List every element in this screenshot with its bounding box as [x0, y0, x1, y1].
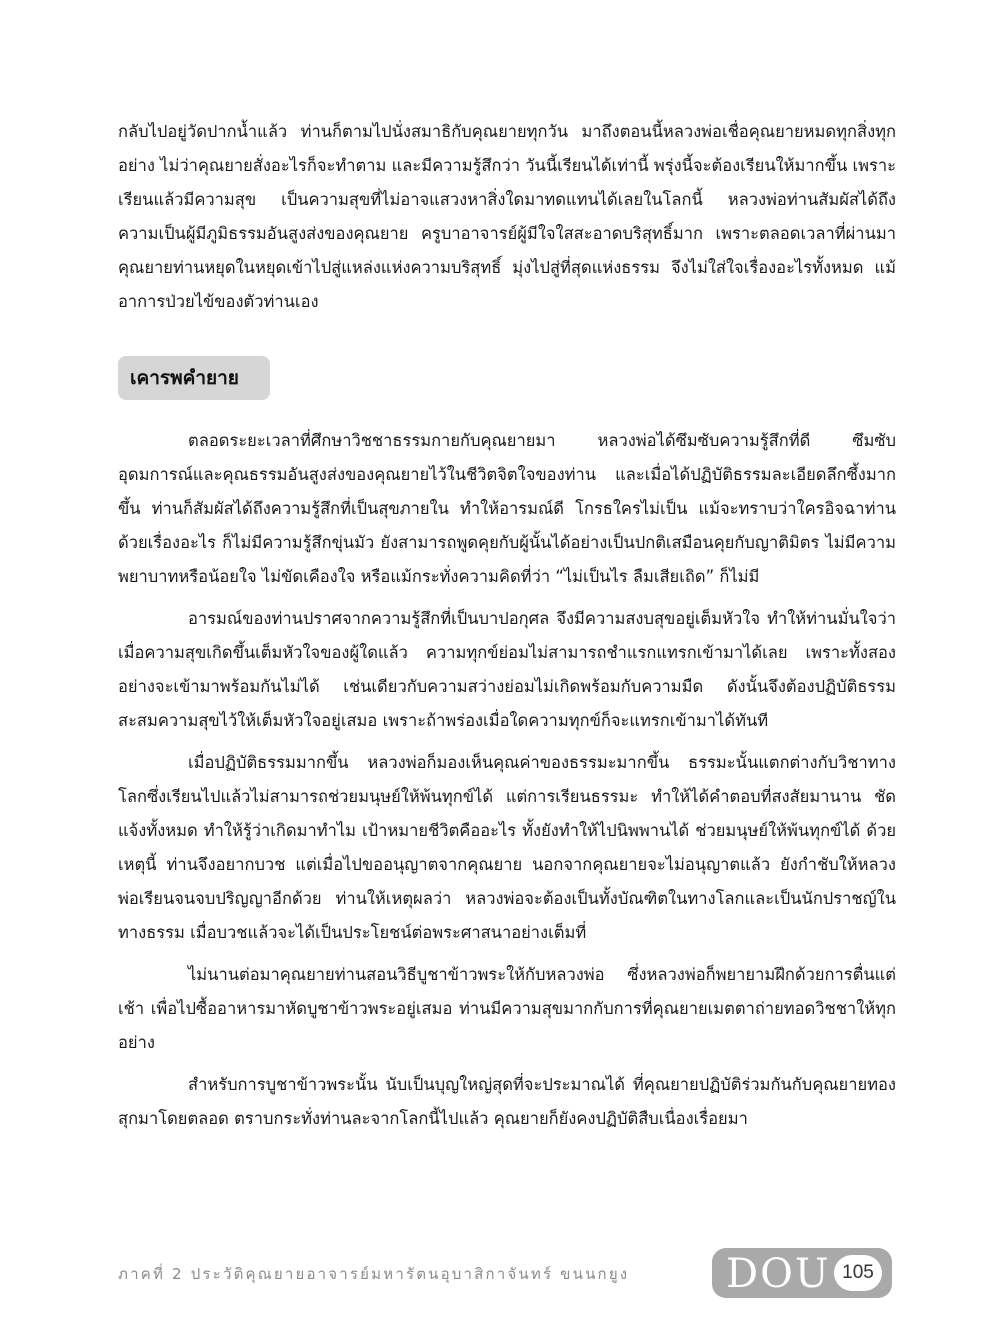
body-paragraph-4: ไม่นานต่อมาคุณยายท่านสอนวิธีบูชาข้าวพระให้กับหลวงพ่อ ซึ่งหลวงพ่อก็พยายามฝึกด้วยการตื่นแต่เช้า เพื่อไปซื้ออาหารมาหัดบูชาข้าวพระอยู่เสมอ ท่านมีความสุขมากกับการที่คุณยายเมตตาถ่ายทอดวิชชาให้ทุกอย่าง	[118, 965, 896, 1052]
page-number: 105	[834, 1255, 882, 1291]
footer-badge	[712, 1248, 892, 1298]
running-footer-title: ภาคที่ 2 ประวัติคุณยายอาจารย์มหารัตนอุบาสิกาจันทร์ ขนนกยูง	[118, 1265, 630, 1283]
dou-logo: DOU	[726, 1251, 831, 1297]
section-heading	[118, 356, 270, 400]
intro-text-block	[118, 115, 896, 319]
body-paragraph-5: สำหรับการบูชาข้าวพระนั้น นับเป็นบุญใหญ่สุดที่จะประมาณได้ ที่คุณยายปฏิบัติร่วมกันกับคุณยายทองสุกมาโดยตลอด ตราบกระทั่งท่านละจากโลกนี้ไปแล้ว คุณยายก็ยังคงปฏิบัติสืบเนื่องเรื่อยมา	[118, 1075, 896, 1128]
section-heading-label: เคารพคำยาย	[130, 367, 239, 389]
body-paragraph-1: ตลอดระยะเวลาที่ศึกษาวิชชาธรรมกายกับคุณยายมา หลวงพ่อได้ซึมซับความรู้สึกที่ดี ซึมซับอุดมการณ์และคุณธรรมอันสูงส่งของคุณยายไว้ในชีวิตจิตใจของท่าน และเมื่อได้ปฏิบัติธรรมละเอียดลึกซึ้งมากขึ้น ท่านก็สัมผัสได้ถึงความรู้สึกที่เป็นสุขภายใน ทำให้อารมณ์ดี โกรธใครไม่เป็น แม้จะทราบว่าใครอิจฉาท่านด้วยเรื่องอะไร ก็ไม่มีความรู้สึกขุ่นมัว ยังสามารถพูดคุยกับผู้นั้นได้อย่างเป็นปกติเสมือนคุยกับญาติมิตร ไม่มีความพยาบาทหรือน้อยใจ ไม่ขัดเคืองใจ หรือแม้กระทั่งความคิดที่ว่า “ไม่เป็นไร ลืมเสียเถิด” ก็ไม่มี	[118, 431, 896, 586]
body-paragraph-2: อารมณ์ของท่านปราศจากความรู้สึกที่เป็นบาปอกุศล จึงมีความสงบสุขอยู่เต็มหัวใจ ทำให้ท่านมั่นใจว่า เมื่อความสุขเกิดขึ้นเต็มหัวใจของผู้ใดแล้ว ความทุกข์ย่อมไม่สามารถชำแรกแทรกเข้ามาได้เลย เพราะทั้งสองอย่างจะเข้ามาพร้อมกันไม่ได้ เช่นเดียวกับความสว่างย่อมไม่เกิดพร้อมกับความมืด ดังนั้นจึงต้องปฏิบัติธรรมสะสมความสุขไว้ให้เต็มหัวใจอยู่เสมอ เพราะถ้าพร่องเมื่อใดความทุกข์ก็จะแทรกเข้ามาได้ทันที	[118, 609, 896, 730]
body-paragraph-3: เมื่อปฏิบัติธรรมมากขึ้น หลวงพ่อก็มองเห็นคุณค่าของธรรมะมากขึ้น ธรรมะนั้นแตกต่างกับวิชาทางโลกซึ่งเรียนไปแล้วไม่สามารถช่วยมนุษย์ให้พ้นทุกข์ได้ แต่การเรียนธรรมะ ทำให้ได้คำตอบที่สงสัยมานาน ชัดแจ้งทั้งหมด ทำให้รู้ว่าเกิดมาทำไม เป้าหมายชีวิตคืออะไร ทั้งยังทำให้ไปนิพพานได้ ช่วยมนุษย์ให้พ้นทุกข์ได้ ด้วยเหตุนี้ ท่านจึงอยากบวช แต่เมื่อไปขออนุญาตจากคุณยาย นอกจากคุณยายจะไม่อนุญาตแล้ว ยังกำชับให้หลวงพ่อเรียนจนจบปริญญาอีกด้วย ท่านให้เหตุผลว่า หลวงพ่อจะต้องเป็นทั้งบัณฑิตในทางโลกและเป็นนักปราชญ์ในทางธรรม เมื่อบวชแล้วจะได้เป็นประโยชน์ต่อพระศาสนาอย่างเต็มที่	[118, 753, 896, 942]
intro-paragraph: กลับไปอยู่วัดปากน้ำแล้ว ท่านก็ตามไปนั่งสมาธิกับคุณยายทุกวัน มาถึงตอนนี้หลวงพ่อเชื่อคุณยายหมดทุกสิ่งทุกอย่าง ไม่ว่าคุณยายสั่งอะไรก็จะทำตาม และมีความรู้สึกว่า วันนี้เรียนได้เท่านี้ พรุ่งนี้จะต้องเรียนให้มากขึ้น เพราะเรียนแล้วมีความสุข เป็นความสุขที่ไม่อาจแสวงหาสิ่งใดมาทดแทนได้เลยในโลกนี้ หลวงพ่อท่านสัมผัสได้ถึงความเป็นผู้มีภูมิธรรมอันสูงส่งของคุณยาย ครูบาอาจารย์ผู้มีใจใสสะอาดบริสุทธิ์มาก เพราะตลอดเวลาที่ผ่านมา คุณยายท่านหยุดในหยุดเข้าไปสู่แหล่งแห่งความบริสุทธิ์ มุ่งไปสู่ที่สุดแห่งธรรม จึงไม่ใส่ใจเรื่องอะไรทั้งหมด แม้อาการป่วยไข้ของตัวท่านเอง	[118, 122, 896, 311]
section-body	[118, 424, 896, 1136]
